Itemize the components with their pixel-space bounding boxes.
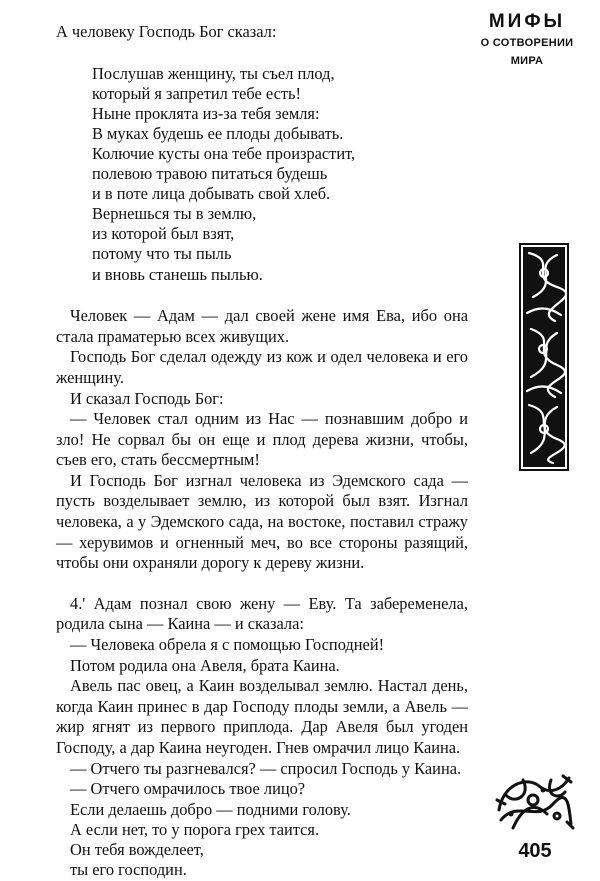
poem-line: и вновь станешь пылью. [92, 264, 263, 284]
paragraph: Человек — Адам — дал своей жене имя Ева, ибо она стала праматерью всех живущих. [56, 306, 468, 346]
running-header [472, 10, 582, 70]
poem-line: Колючие кусты она тебе произрастит, [92, 143, 356, 163]
poem-sin [70, 800, 468, 881]
header-title: МИФЫ [488, 11, 566, 32]
knotwork-ornament-vertical [519, 243, 569, 471]
paragraph: — Отчего омрачилось твое лицо? [70, 779, 306, 799]
poem-line: А если нет, то у порога грех таится. [70, 819, 320, 839]
intro-line: А человеку Господь Бог сказал: [56, 22, 277, 41]
paragraph: — Человека обрела я с помощью Господней! [70, 635, 385, 655]
poem-line: Вернешься ты в землю, [92, 204, 257, 224]
header-subtitle-line-1: О СОТВОРЕНИИ [480, 37, 574, 49]
poem-line: Ныне проклята из-за тебя земля: [92, 103, 320, 123]
poem-line: полевою травою питаться будешь [92, 164, 328, 184]
poem-line: В муках будешь ее плоды добывать. [92, 123, 344, 143]
poem-line: Если делаешь добро — подними голову. [70, 799, 351, 819]
knotwork-ornament-beast [493, 770, 575, 832]
poem-line: Он тебя вожделеет, [70, 839, 204, 859]
paragraph: И Господь Бог изгнал человека из Эдемского сада — пусть возделывает землю, из которой был взят. Изгнал человека, а у Эдемского сада, на востоке, поставил стражу — херувимов и огненный меч, во все стороны разящий, чтобы они охраняли дорогу к дереву жизни. [56, 470, 468, 573]
paragraph: И сказал Господь Бог: [70, 388, 224, 408]
poem-line: и в поте лица добывать свой хлеб. [92, 184, 331, 204]
poem-line: потому что ты пыль [92, 244, 232, 264]
paragraph: Авель пас овец, а Каин возделывал землю. Настал день, когда Каин принес в дар Господу плоды земли, а Авель — жир ягнят из первого приплода. Дар Авеля был угоден Господу, а дар Каина неугоден. Гнев омрачил лицо Каина. [56, 676, 468, 757]
paragraph: — Отчего ты разгневался? — спросил Господь у Каина. [70, 758, 462, 778]
section-4-opening: 4.' Адам познал свою жену — Еву. Та забеременела, родила сына — Каина — и сказала: [56, 593, 468, 634]
paragraph: Господь Бог сделал одежду из кож и одел человека и его женщину. [56, 347, 468, 387]
header-subtitle-line-2: МИРА [510, 55, 544, 67]
page-number: 405 [518, 840, 552, 862]
paragraph: — Человек стал одним из Нас — познавшим добро и зло! Не сорвал бы он еще и плод дерева жизни, чтобы, съев его, стать бессмертным! [56, 409, 468, 470]
poem-curse [92, 64, 468, 286]
poem-line: ты его господин. [70, 860, 187, 880]
page-body [56, 22, 468, 881]
poem-line: Послушав женщину, ты съел плод, [92, 63, 335, 83]
poem-line: из которой был взят, [92, 224, 235, 244]
poem-line: который я запретил тебе есть! [92, 83, 301, 103]
paragraph: Потом родила она Авеля, брата Каина. [70, 655, 340, 675]
